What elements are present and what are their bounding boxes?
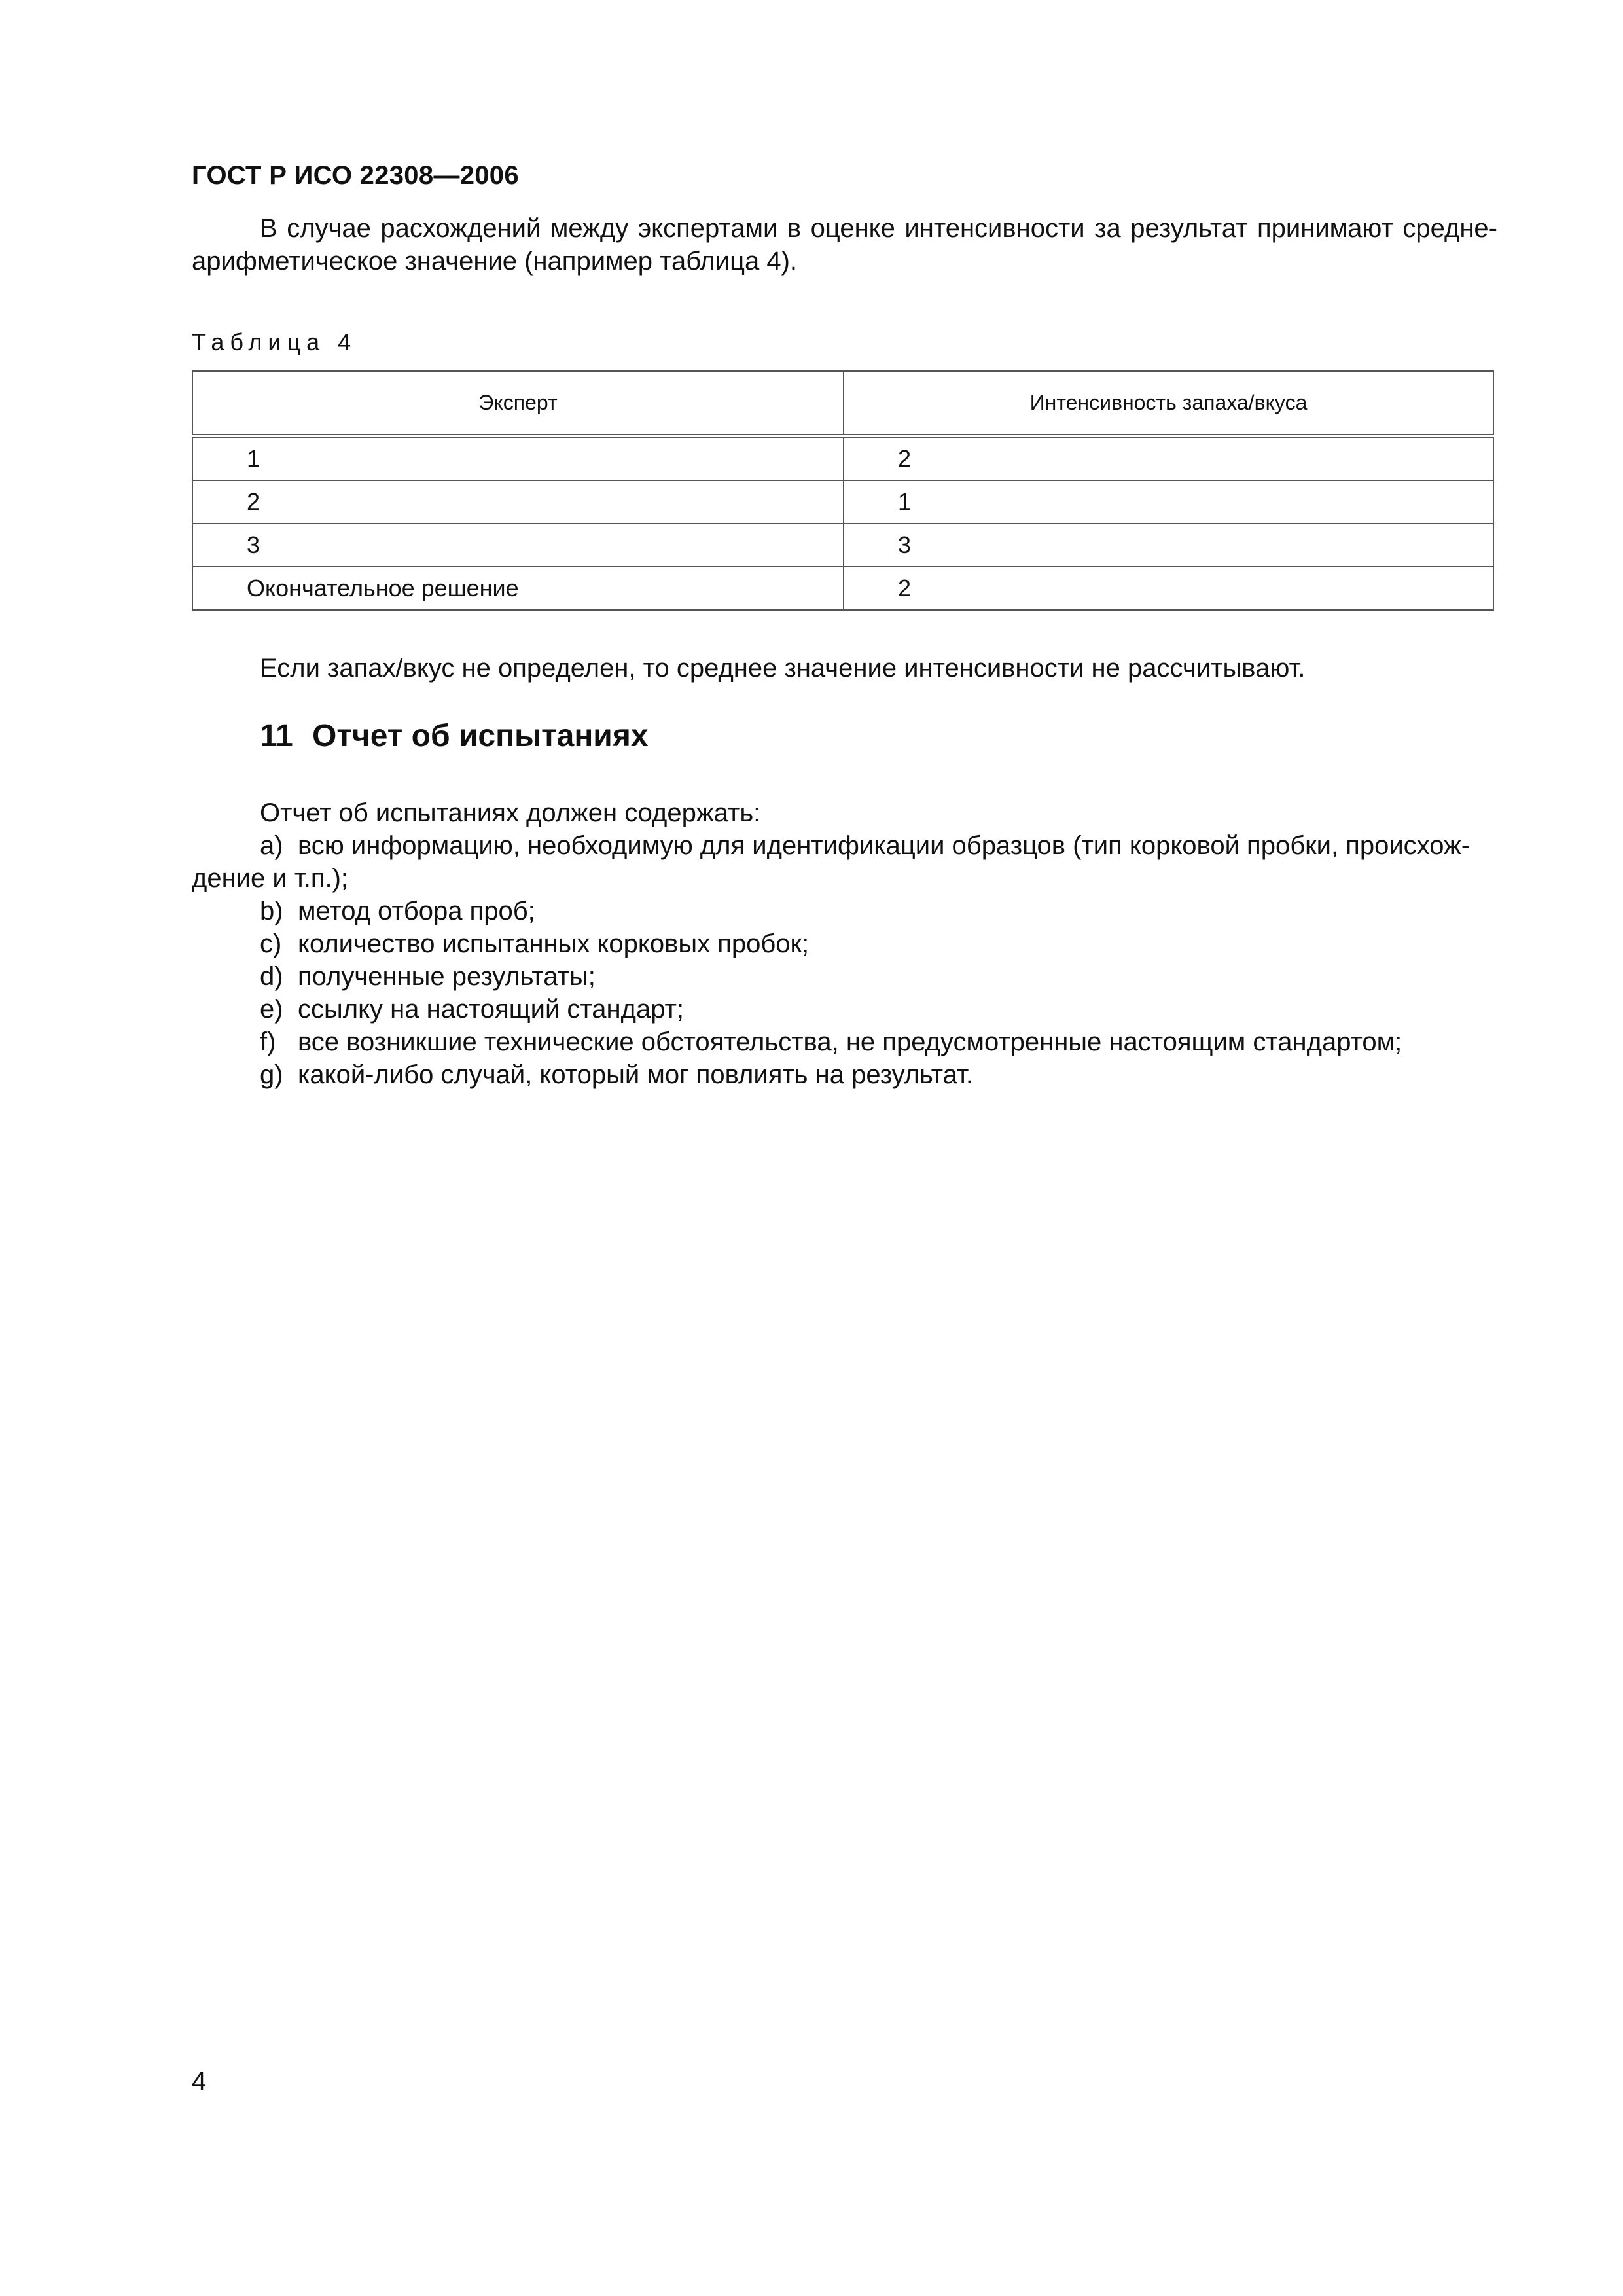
table-cell: Окончательное решение <box>192 567 844 610</box>
list-item-text: метод отбора проб; <box>298 897 535 925</box>
page-number: 4 <box>192 2067 207 2096</box>
list-item-text: какой-либо случай, который мог повлиять на результат. <box>298 1060 973 1089</box>
table-cell: 3 <box>844 524 1493 567</box>
list-item <box>192 829 1497 862</box>
list-item <box>192 960 1497 993</box>
column-header-expert: Эксперт <box>192 371 844 436</box>
list-item-text: все возникшие технические обстоятельства, не предусмотренные настоящим стандартом; <box>298 1028 1402 1056</box>
report-contents-list <box>192 797 1497 1091</box>
list-item-text: всю информацию, необходимую для идентификации образцов (тип корковой пробки, происхож- <box>298 831 1471 860</box>
list-item-label: g) <box>260 1060 283 1089</box>
document-code: ГОСТ Р ИСО 22308—2006 <box>192 161 519 190</box>
section-title: Отчет об испытаниях <box>312 719 649 753</box>
list-item <box>192 895 1497 927</box>
after-table-paragraph: Если запах/вкус не определен, то среднее значение интенсивности не рассчитывают. <box>260 654 1306 683</box>
intro-paragraph: В случае расхождений между экспертами в оценке интенсивности за результат принимают средне-арифметическое значение (например таблица 4). <box>192 214 1497 276</box>
table-cell: 2 <box>844 436 1493 480</box>
list-item-text: полученные результаты; <box>298 962 596 991</box>
list-item-text: количество испытанных корковых пробок; <box>298 929 810 958</box>
table-cell: 2 <box>192 480 844 524</box>
column-header-intensity: Интенсивность запаха/вкуса <box>844 371 1493 436</box>
table-row <box>192 524 1493 567</box>
table-row <box>192 567 1493 610</box>
list-lead: Отчет об испытаниях должен содержать: <box>260 798 761 827</box>
table-cell: 1 <box>844 480 1493 524</box>
table-header-row <box>192 371 1493 436</box>
list-item <box>192 993 1497 1026</box>
list-item-label: f) <box>260 1028 276 1056</box>
table-row <box>192 436 1493 480</box>
table-cell: 1 <box>192 436 844 480</box>
list-item-text: ссылку на настоящий стандарт; <box>298 995 685 1024</box>
list-item-label: a) <box>260 831 283 860</box>
list-item-continuation: дение и т.п.); <box>192 864 349 893</box>
list-item <box>192 927 1497 960</box>
list-item <box>192 1026 1497 1058</box>
table-row <box>192 480 1493 524</box>
list-item-label: d) <box>260 962 283 991</box>
list-item-label: c) <box>260 929 282 958</box>
intensity-table <box>192 370 1494 611</box>
table-cell: 3 <box>192 524 844 567</box>
section-number: 11 <box>260 719 293 753</box>
table-caption: Таблица 4 <box>192 329 357 355</box>
list-item-label: e) <box>260 995 283 1024</box>
section-heading <box>260 718 649 754</box>
list-item-label: b) <box>260 897 283 925</box>
table-cell: 2 <box>844 567 1493 610</box>
list-item <box>192 1058 1497 1091</box>
